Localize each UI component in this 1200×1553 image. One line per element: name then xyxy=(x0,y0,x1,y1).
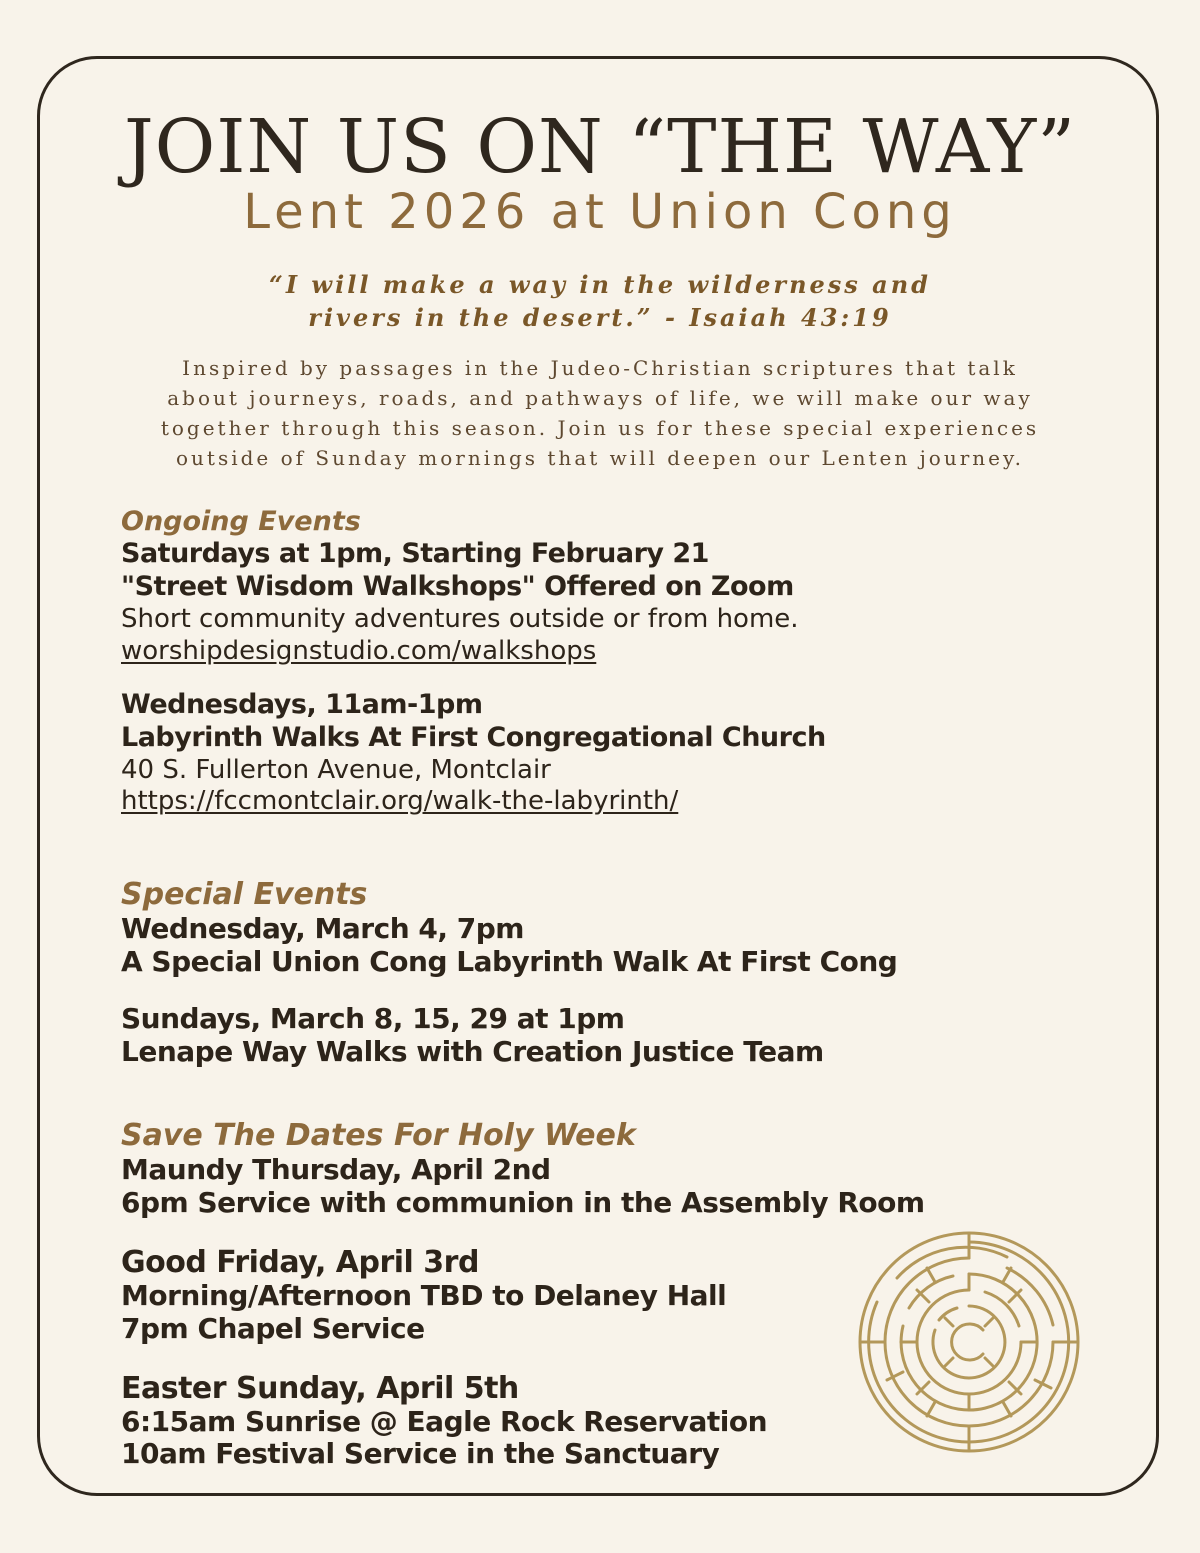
scripture-quote xyxy=(0,268,1200,334)
event-when: Wednesday, March 4, 7pm xyxy=(121,912,524,945)
event-detail: 10am Festival Service in the Sanctuary xyxy=(121,1437,720,1470)
intro-paragraph xyxy=(0,353,1200,473)
event-when: Saturdays at 1pm, Starting February 21 xyxy=(121,538,709,569)
intro-line: outside of Sunday mornings that will deepen our Lenten journey. xyxy=(175,446,1024,470)
event-description: Short community adventures outside or from home. xyxy=(121,604,799,634)
special-events-heading: Special Events xyxy=(121,877,368,912)
event-title: Lenape Way Walks with Creation Justice Team xyxy=(121,1035,824,1068)
intro-line: Inspired by passages in the Judeo-Christian scriptures that talk xyxy=(182,356,1018,380)
holy-week-heading: Save The Dates For Holy Week xyxy=(121,1118,636,1153)
ongoing-events-heading: Ongoing Events xyxy=(121,506,361,537)
event-detail: 6:15am Sunrise @ Eagle Rock Reservation xyxy=(121,1405,768,1438)
quote-line: “I will make a way in the wilderness and xyxy=(269,270,931,299)
labyrinth-ring xyxy=(909,1276,953,1308)
page-subtitle: Lent 2026 at Union Cong xyxy=(243,184,957,240)
event-detail: Morning/Afternoon TBD to Delaney Hall xyxy=(121,1279,727,1312)
event-when: Wednesdays, 11am-1pm xyxy=(121,689,483,720)
event-title: "Street Wisdom Walkshops" Offered on Zoom xyxy=(121,571,794,602)
labyrinth-icon xyxy=(857,1230,1081,1454)
walkshops-link[interactable]: worshipdesignstudio.com/walkshops xyxy=(121,636,597,666)
labyrinth-ring xyxy=(869,1242,1069,1442)
event-title: Labyrinth Walks At First Congregational Church xyxy=(121,722,826,753)
event-when: Good Friday, April 3rd xyxy=(121,1245,479,1280)
event-detail: 7pm Chapel Service xyxy=(121,1312,425,1345)
labyrinth-ring xyxy=(939,1308,957,1320)
labyrinth-walk-link[interactable]: https://fccmontclair.org/walk-the-labyrinth/ xyxy=(121,786,679,816)
intro-line: about journeys, roads, and pathways of life, we will make our way xyxy=(167,386,1033,410)
labyrinth-ring xyxy=(897,1247,1007,1278)
event-when: Easter Sunday, April 5th xyxy=(121,1371,519,1406)
event-detail: 6pm Service with communion in the Assembly Room xyxy=(121,1186,925,1219)
page-title: JOIN US ON “THE WAY” xyxy=(123,104,1077,190)
event-when: Maundy Thursday, April 2nd xyxy=(121,1153,551,1186)
labyrinth-ring xyxy=(860,1233,1078,1451)
intro-line: together through this season. Join us for these special experiences xyxy=(160,416,1040,440)
quote-line: rivers in the desert.” - Isaiah 43:19 xyxy=(308,303,892,332)
labyrinth-center xyxy=(952,1324,983,1360)
event-address: 40 S. Fullerton Avenue, Montclair xyxy=(121,755,551,785)
event-when: Sundays, March 8, 15, 29 at 1pm xyxy=(121,1002,625,1035)
event-title: A Special Union Cong Labyrinth Walk At First Cong xyxy=(121,945,898,978)
